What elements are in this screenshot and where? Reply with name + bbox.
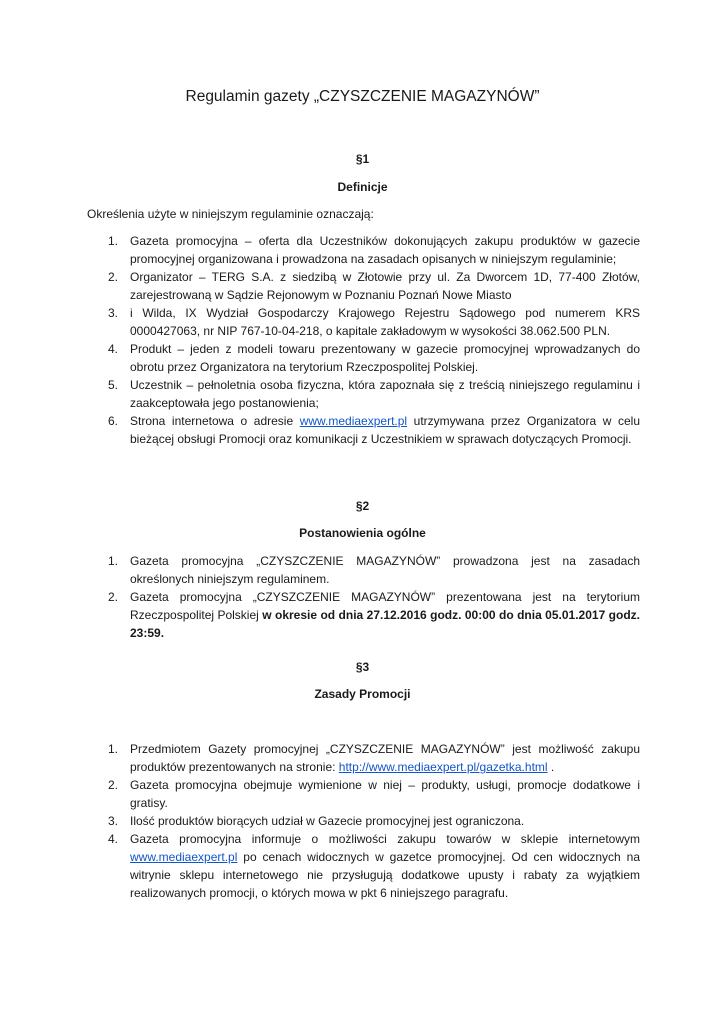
gazetka-link[interactable]: http://www.mediaexpert.pl/gazetka.html: [338, 760, 548, 774]
section-1-number: §1: [355, 152, 370, 166]
section-2-number: §2: [355, 499, 370, 513]
document-title: Regulamin gazety „CZYSZCZENIE MAGAZYNÓW”: [185, 88, 540, 105]
list-item: 1. Gazeta promocyjna – oferta dla Uczestników dokonujących zakupu produktów w gazecie promocyjnej organizowana i prowadzona na zasadach opisanych w niniejszym regulaminie;: [108, 234, 640, 266]
section-1-list: [87, 232, 640, 448]
list-item: 2. Organizator – TERG S.A. z siedzibą w Złotowie przy ul. Za Dworcem 1D, 77-400 Złotów, zarejestrowaną w Sądzie Rejonowym w Poznaniu Poznań Nowe Miasto: [108, 270, 640, 302]
section-3-list: [87, 740, 640, 902]
section-2-heading: Postanowienia ogólne: [299, 526, 426, 540]
section-3-heading: Zasady Promocji: [314, 687, 411, 701]
list-item: 2. Gazeta promocyjna „CZYSZCZENIE MAGAZYNÓW” prezentowana jest na terytorium Rzeczpospolitej Polskiej w okresie od dnia 27.12.2016 godz. 00:00 do dnia 05.01.2017 godz. 23:59.: [108, 590, 640, 640]
mediaexpert-link[interactable]: www.mediaexpert.pl: [130, 850, 238, 864]
list-item: 3. i Wilda, IX Wydział Gospodarczy Krajowego Rejestru Sądowego pod numerem KRS 0000427063, nr NIP 767-10-04-218, o kapitale zakładowym w wysokości 38.062.500 PLN.: [108, 306, 640, 338]
section-1-heading: Definicje: [337, 180, 388, 194]
mediaexpert-link[interactable]: www.mediaexpert.pl: [299, 414, 408, 428]
section-2-list: [87, 552, 640, 642]
section-3-number: §3: [355, 660, 370, 674]
list-item: 2. Gazeta promocyjna obejmuje wymienione w niej – produkty, usługi, promocje dodatkowe i gratisy.: [108, 778, 640, 810]
section-1-intro: Określenia użyte w niniejszym regulaminie oznaczają:: [87, 207, 374, 221]
list-item: 4. Gazeta promocyjna informuje o możliwości zakupu towarów w sklepie internetowym www.mediaexpert.pl po cenach widocznych w gazetce promocyjnej. Od cen widocznych na witrynie sklepu internetowego nie przysługują dodatkowe upusty i rabaty za wyjątkiem realizowanych promocji, o których mowa w pkt 6 niniejszego paragrafu.: [108, 832, 640, 900]
list-item: 4. Produkt – jeden z modeli towaru prezentowany w gazecie promocyjnej wprowadzanych do obrotu przez Organizatora na terytorium Rzeczpospolitej Polskiej.: [108, 342, 640, 374]
list-item: 3. Ilość produktów biorących udział w Gazecie promocyjnej jest ograniczona.: [108, 814, 525, 828]
list-item: 1. Przedmiotem Gazety promocyjnej „CZYSZCZENIE MAGAZYNÓW” jest możliwość zakupu produktów prezentowanych na stronie: http://www.mediaexpert.pl/gazetka.html .: [108, 742, 640, 774]
list-item: 5. Uczestnik – pełnoletnia osoba fizyczna, która zapoznała się z treścią niniejszego regulaminu i zaakceptowała jego postanowienia;: [108, 378, 640, 410]
list-item: 1. Gazeta promocyjna „CZYSZCZENIE MAGAZYNÓW” prowadzona jest na zasadach określonych niniejszym regulaminem.: [108, 554, 640, 586]
list-item: 6. Strona internetowa o adresie www.mediaexpert.pl utrzymywana przez Organizatora w celu bieżącej obsługi Promocji oraz komunikacji z Uczestnikiem w sprawach dotyczących Promocji.: [108, 414, 641, 446]
